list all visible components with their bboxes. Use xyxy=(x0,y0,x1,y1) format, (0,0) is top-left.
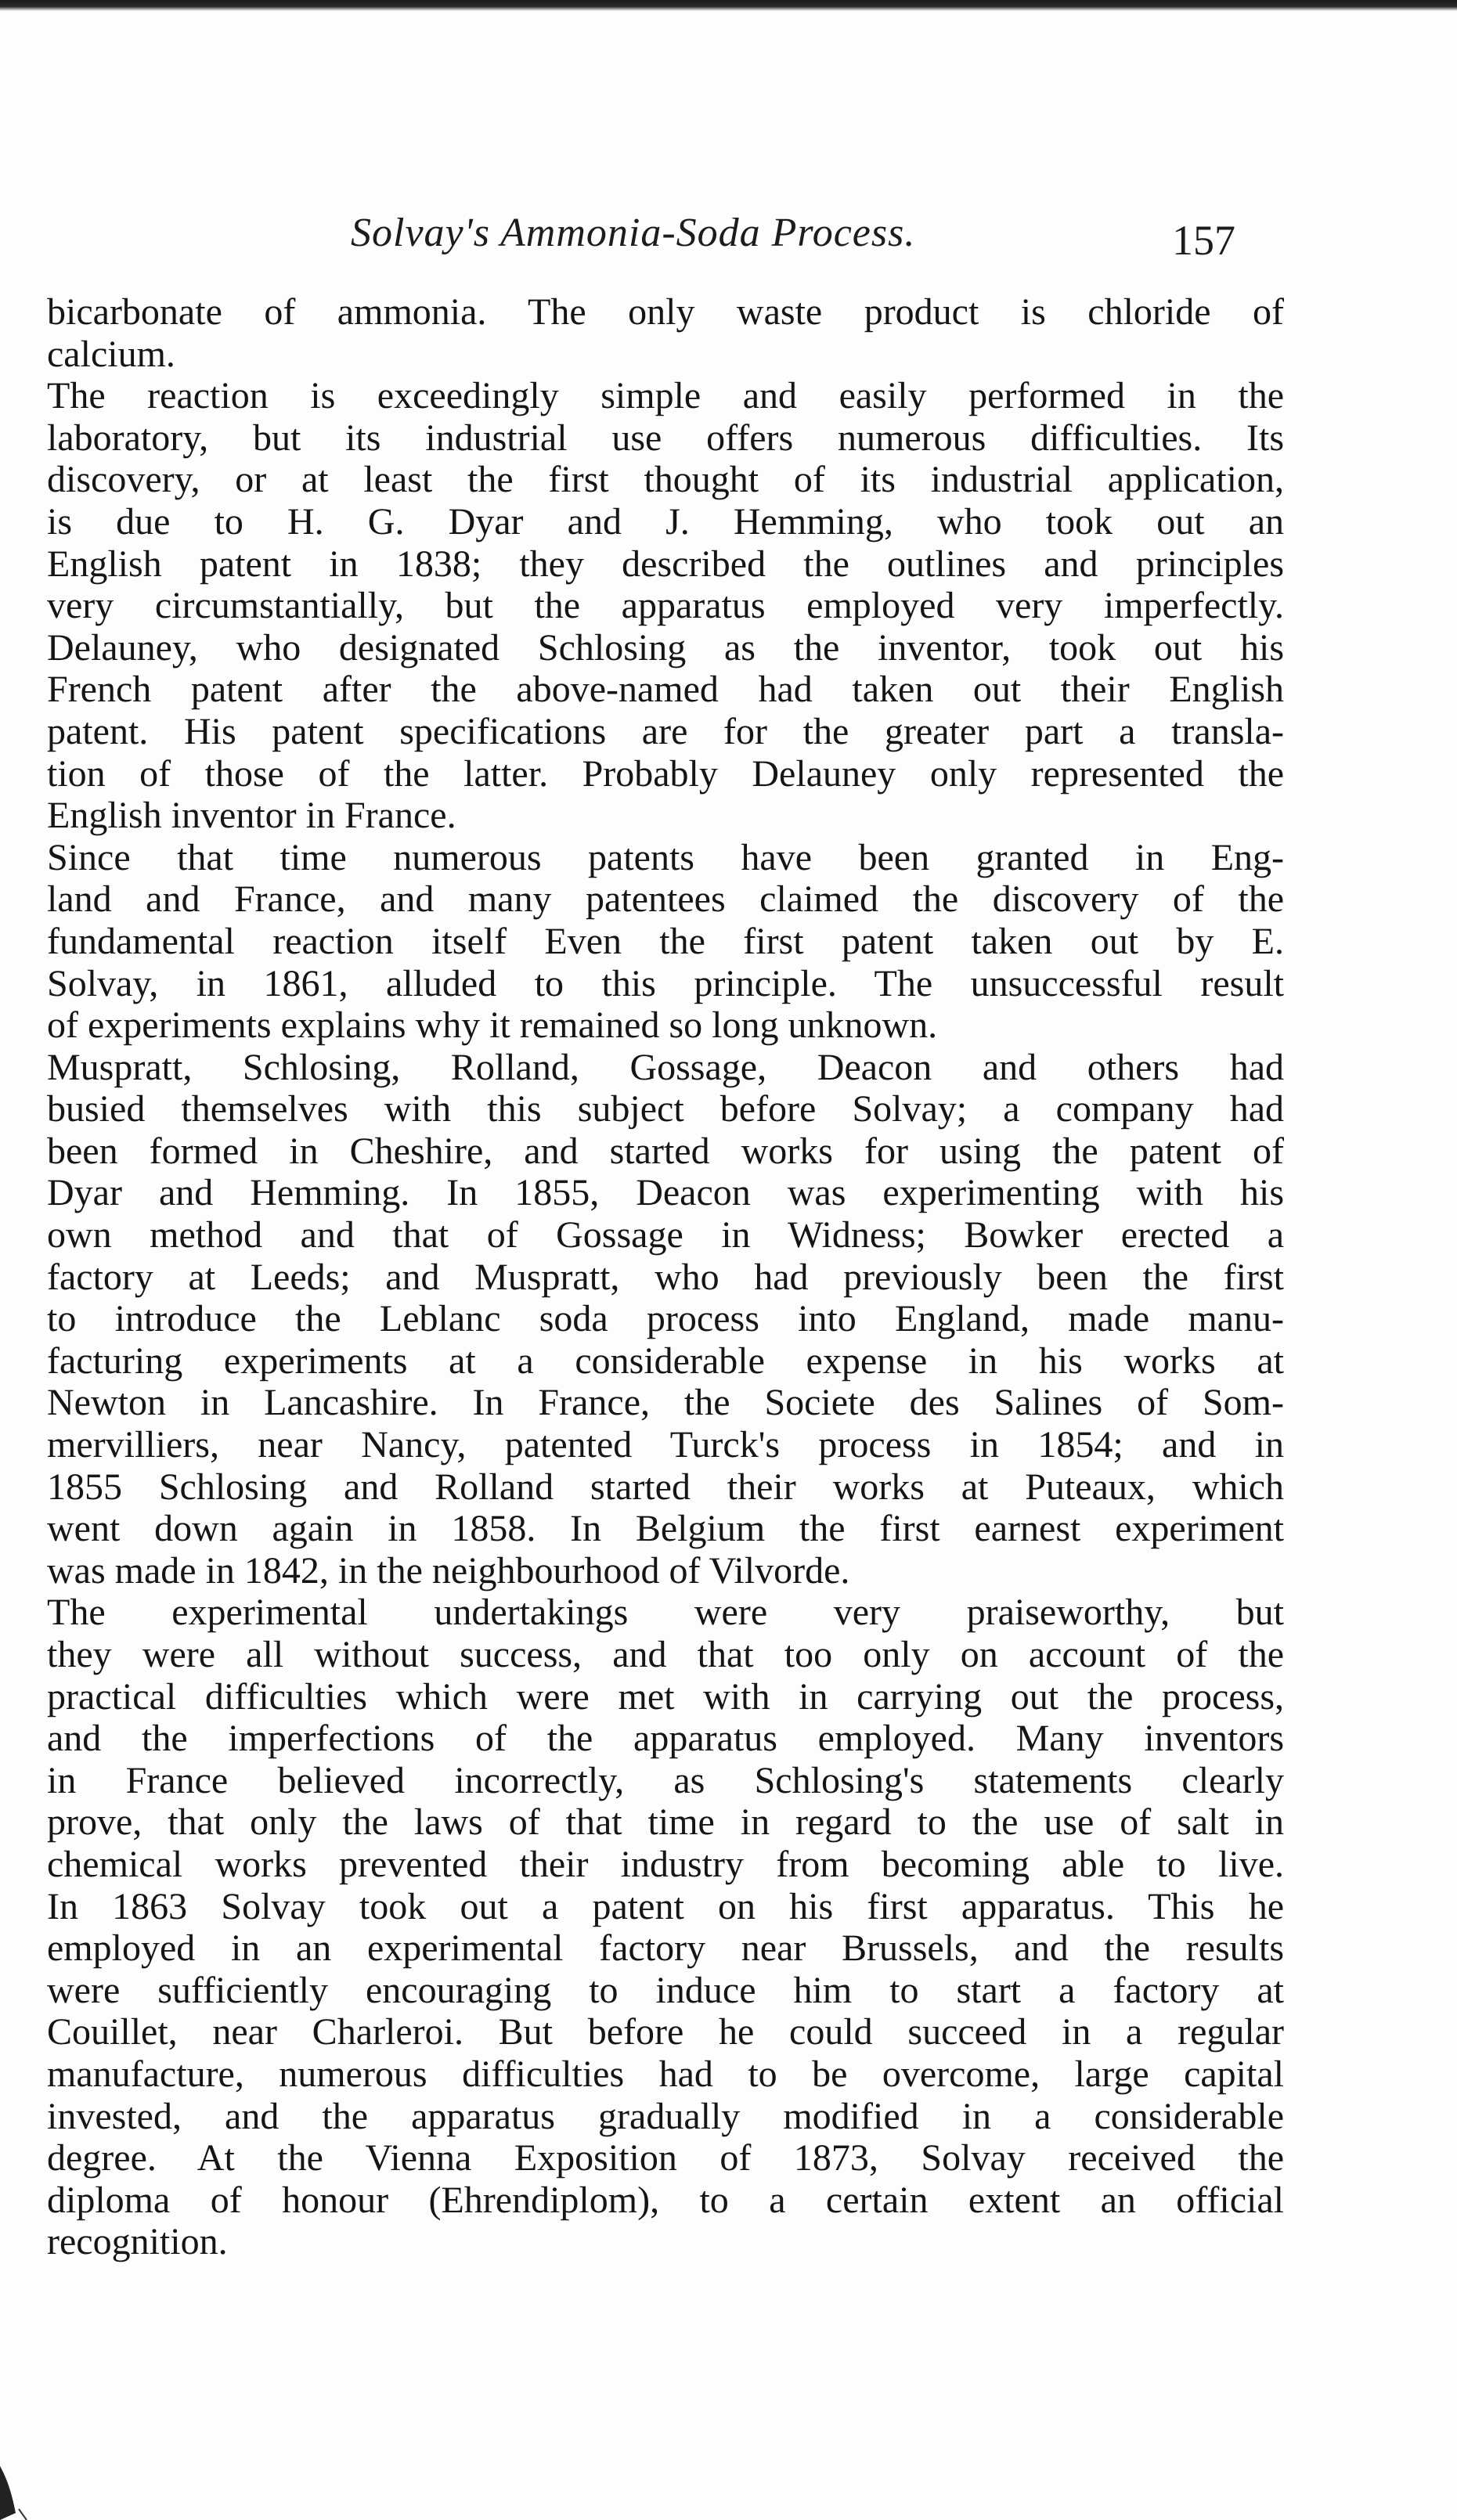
text-line: The reaction is exceedingly simple and easily performed in the xyxy=(47,375,1284,417)
text-line: Dyar and Hemming. In 1855, Deacon was experimenting with his xyxy=(47,1172,1284,1214)
text-line: degree. At the Vienna Exposition of 1873, Solvay received the xyxy=(47,2137,1284,2179)
text-line: practical difficulties which were met with in carrying out the process, xyxy=(47,1675,1284,1718)
text-line: land and France, and many patentees claimed the discovery of the xyxy=(47,878,1284,921)
text-line: prove, that only the laws of that time in regard to the use of salt in xyxy=(47,1801,1284,1844)
text-line: Delauney, who designated Schlosing as the inventor, took out his xyxy=(47,626,1284,669)
text-line: been formed in Cheshire, and started works for using the patent of xyxy=(47,1130,1284,1172)
text-line: of experiments explains why it remained so long unknown. xyxy=(47,1004,938,1047)
text-line: bicarbonate of ammonia. The only waste product is chloride of xyxy=(47,291,1284,333)
text-line: busied themselves with this subject before Solvay; a company had xyxy=(47,1088,1284,1130)
text-line: chemical works prevented their industry from becoming able to live. xyxy=(47,1843,1284,1885)
text-line: patent. His patent specifications are for the greater part a transla- xyxy=(47,710,1284,752)
text-line: Newton in Lancashire. In France, the Societe des Salines of Som- xyxy=(47,1382,1284,1424)
text-line: own method and that of Gossage in Widness; Bowker erected a xyxy=(47,1214,1284,1256)
text-line: English patent in 1838; they described the outlines and principles xyxy=(47,543,1284,585)
text-line: invested, and the apparatus gradually modified in a considerable xyxy=(47,2095,1284,2137)
text-line: Couillet, near Charleroi. But before he could succeed in a regular xyxy=(47,2011,1284,2053)
text-line: manufacture, numerous difficulties had to be overcome, large capital xyxy=(47,2053,1284,2095)
text-line: In 1863 Solvay took out a patent on his first apparatus. This he xyxy=(47,1885,1284,1927)
text-line: and the imperfections of the apparatus employed. Many inventors xyxy=(47,1718,1284,1760)
text-line: diploma of honour (Ehrendiplom), to a certain extent an official xyxy=(47,2179,1284,2221)
text-line: factory at Leeds; and Muspratt, who had previously been the first xyxy=(47,1256,1284,1298)
text-line: is due to H. G. Dyar and J. Hemming, who took out an xyxy=(47,500,1284,543)
text-line: Since that time numerous patents have been granted in Eng- xyxy=(47,836,1284,878)
text-line: they were all without success, and that too only on account of the xyxy=(47,1634,1284,1675)
running-title: Solvay's Ammonia-Soda Process. xyxy=(351,211,916,255)
text-line: in France believed incorrectly, as Schlosing's statements clearly xyxy=(47,1759,1284,1801)
text-line: very circumstantially, but the apparatus employed very imperfectly. xyxy=(47,585,1284,627)
scan-edge-mark xyxy=(0,2435,47,2520)
text-line: French patent after the above-named had taken out their English xyxy=(47,669,1284,711)
body-text xyxy=(47,291,1284,2263)
text-line: to introduce the Leblanc soda process into England, made manu- xyxy=(47,1298,1284,1340)
text-line: calcium. xyxy=(47,333,175,375)
text-line: discovery, or at least the first thought of its industrial application, xyxy=(47,459,1284,501)
page-top-edge xyxy=(0,0,1457,11)
text-line: Solvay, in 1861, alluded to this principle. The unsuccessful result xyxy=(47,962,1284,1004)
text-line: was made in 1842, in the neighbourhood of Vilvorde. xyxy=(47,1549,850,1592)
text-line: employed in an experimental factory near Brussels, and the results xyxy=(47,1927,1284,1970)
text-line: The experimental undertakings were very praiseworthy, but xyxy=(47,1592,1284,1634)
text-line: English inventor in France. xyxy=(47,795,456,837)
text-line: mervilliers, near Nancy, patented Turck's process in 1854; and in xyxy=(47,1424,1284,1466)
text-line: recognition. xyxy=(47,2221,228,2263)
text-line: were sufficiently encouraging to induce him to start a factory at xyxy=(47,1969,1284,2011)
text-line: tion of those of the latter. Probably Delauney only represented the xyxy=(47,752,1284,795)
text-line: went down again in 1858. In Belgium the first earnest experiment xyxy=(47,1508,1284,1550)
page-number: 157 xyxy=(1172,217,1235,264)
text-line: laboratory, but its industrial use offers numerous difficulties. Its xyxy=(47,416,1284,459)
text-line: fundamental reaction itself Even the first patent taken out by E. xyxy=(47,920,1284,962)
text-line: facturing experiments at a considerable expense in his works at xyxy=(47,1339,1284,1382)
text-line: Muspratt, Schlosing, Rolland, Gossage, Deacon and others had xyxy=(47,1046,1284,1088)
text-line: 1855 Schlosing and Rolland started their works at Puteaux, which xyxy=(47,1465,1284,1508)
